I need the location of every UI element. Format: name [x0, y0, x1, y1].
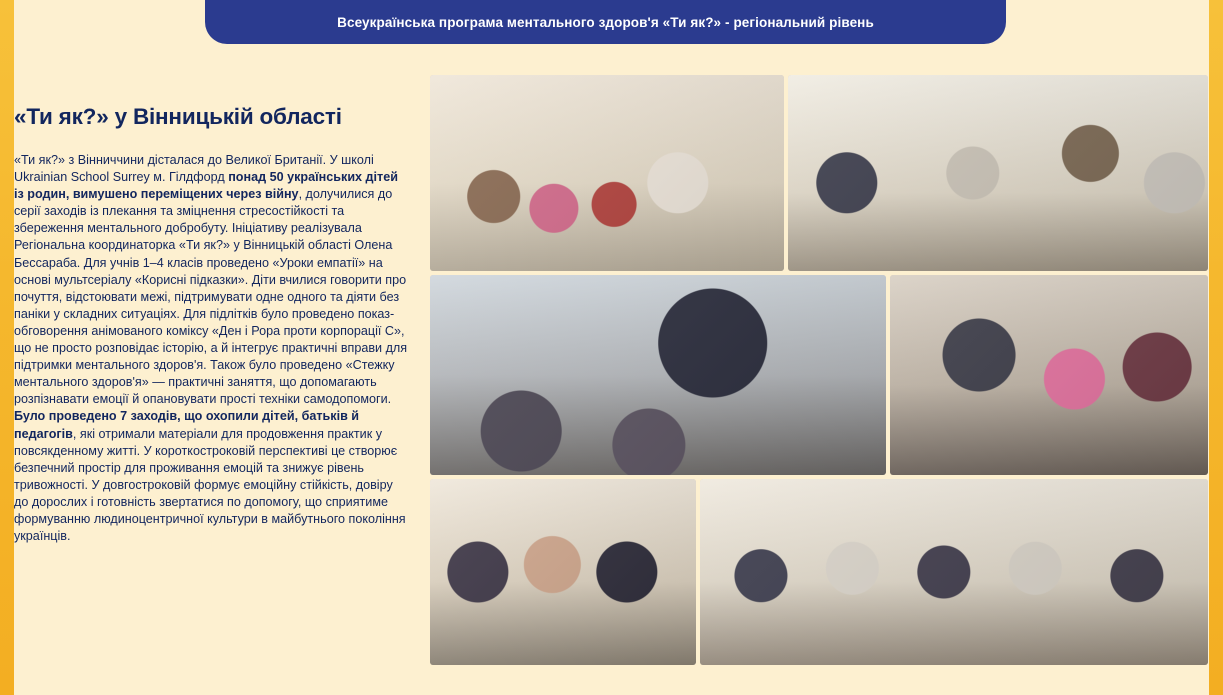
article-text-run: «Ти як?» з Вінниччини дісталася до Великої Британії. У школі Ukrainian School Surrey м. Гілдфорд [14, 153, 374, 185]
collage-photo-classroom-activity [788, 75, 1208, 271]
page-title: «Ти як?» у Вінницькій області [14, 104, 342, 129]
collage-photo-presentation-screen [430, 275, 886, 475]
photo-collage [430, 75, 1208, 665]
slide-content [0, 60, 1223, 695]
article-emphasis: понад 50 українських дітей із родин, вимушено переміщених через війну [14, 170, 398, 202]
collage-photo-four-participants [430, 479, 696, 665]
article-text-run: , які отримали матеріали для продовження практик у повсякденному житті. У короткостроковій перспективі це створює безпечний простір для проживання емоцій та знижує рівень тривожності. У довгостроковій формує емоційну стійкість, довіру до дорослих і готовність звертатися по допомогу, що сприятиме формуванню людиноцентричної культури в майбутнього покоління українців. [14, 426, 406, 544]
header-banner [205, 0, 1006, 44]
decorative-right-bar [1209, 0, 1223, 695]
article-text-column [14, 104, 410, 545]
article-body [14, 152, 410, 545]
decorative-left-bar [0, 0, 14, 695]
header-title: Всеукраїнська програма ментального здоров'я «Ти як?» - регіональний рівень [337, 14, 874, 30]
collage-photo-group-hands-together [890, 275, 1208, 475]
collage-photo-workshop-children-group [430, 75, 784, 271]
collage-photo-group-photo-seated [700, 479, 1208, 665]
article-emphasis: Було проведено 7 заходів, що охопили дітей, батьків й педагогів [14, 409, 360, 441]
article-text-run: , долучилися до серії заходів із плекання та зміцнення стресостійкості та збереження ментального добробуту. Ініціативу реалізувала Регіональна координаторка «Ти як?» у Вінницькій області Олена Бессараба. Для учнів 1–4 класів проведено «Уроки емпатії» на основі мультсеріалу «Корисні підказки». Діти вчилися говорити про почуття, відстоювати межі, підтримувати одне одного та діяти без паніки у складних ситуаціях. Для підлітків було проведено показ-обговорення анімованого коміксу «Ден і Рора проти корпорації С», що не просто розповідає історію, а й інтегрує практичні вправи для підтримки ментального здоров'я. Також було проведено «Стежку ментального здоров'я» — практичні заняття, що допомагають розпізнавати емоції й опановувати прості техніки самодопомоги. [14, 187, 408, 407]
